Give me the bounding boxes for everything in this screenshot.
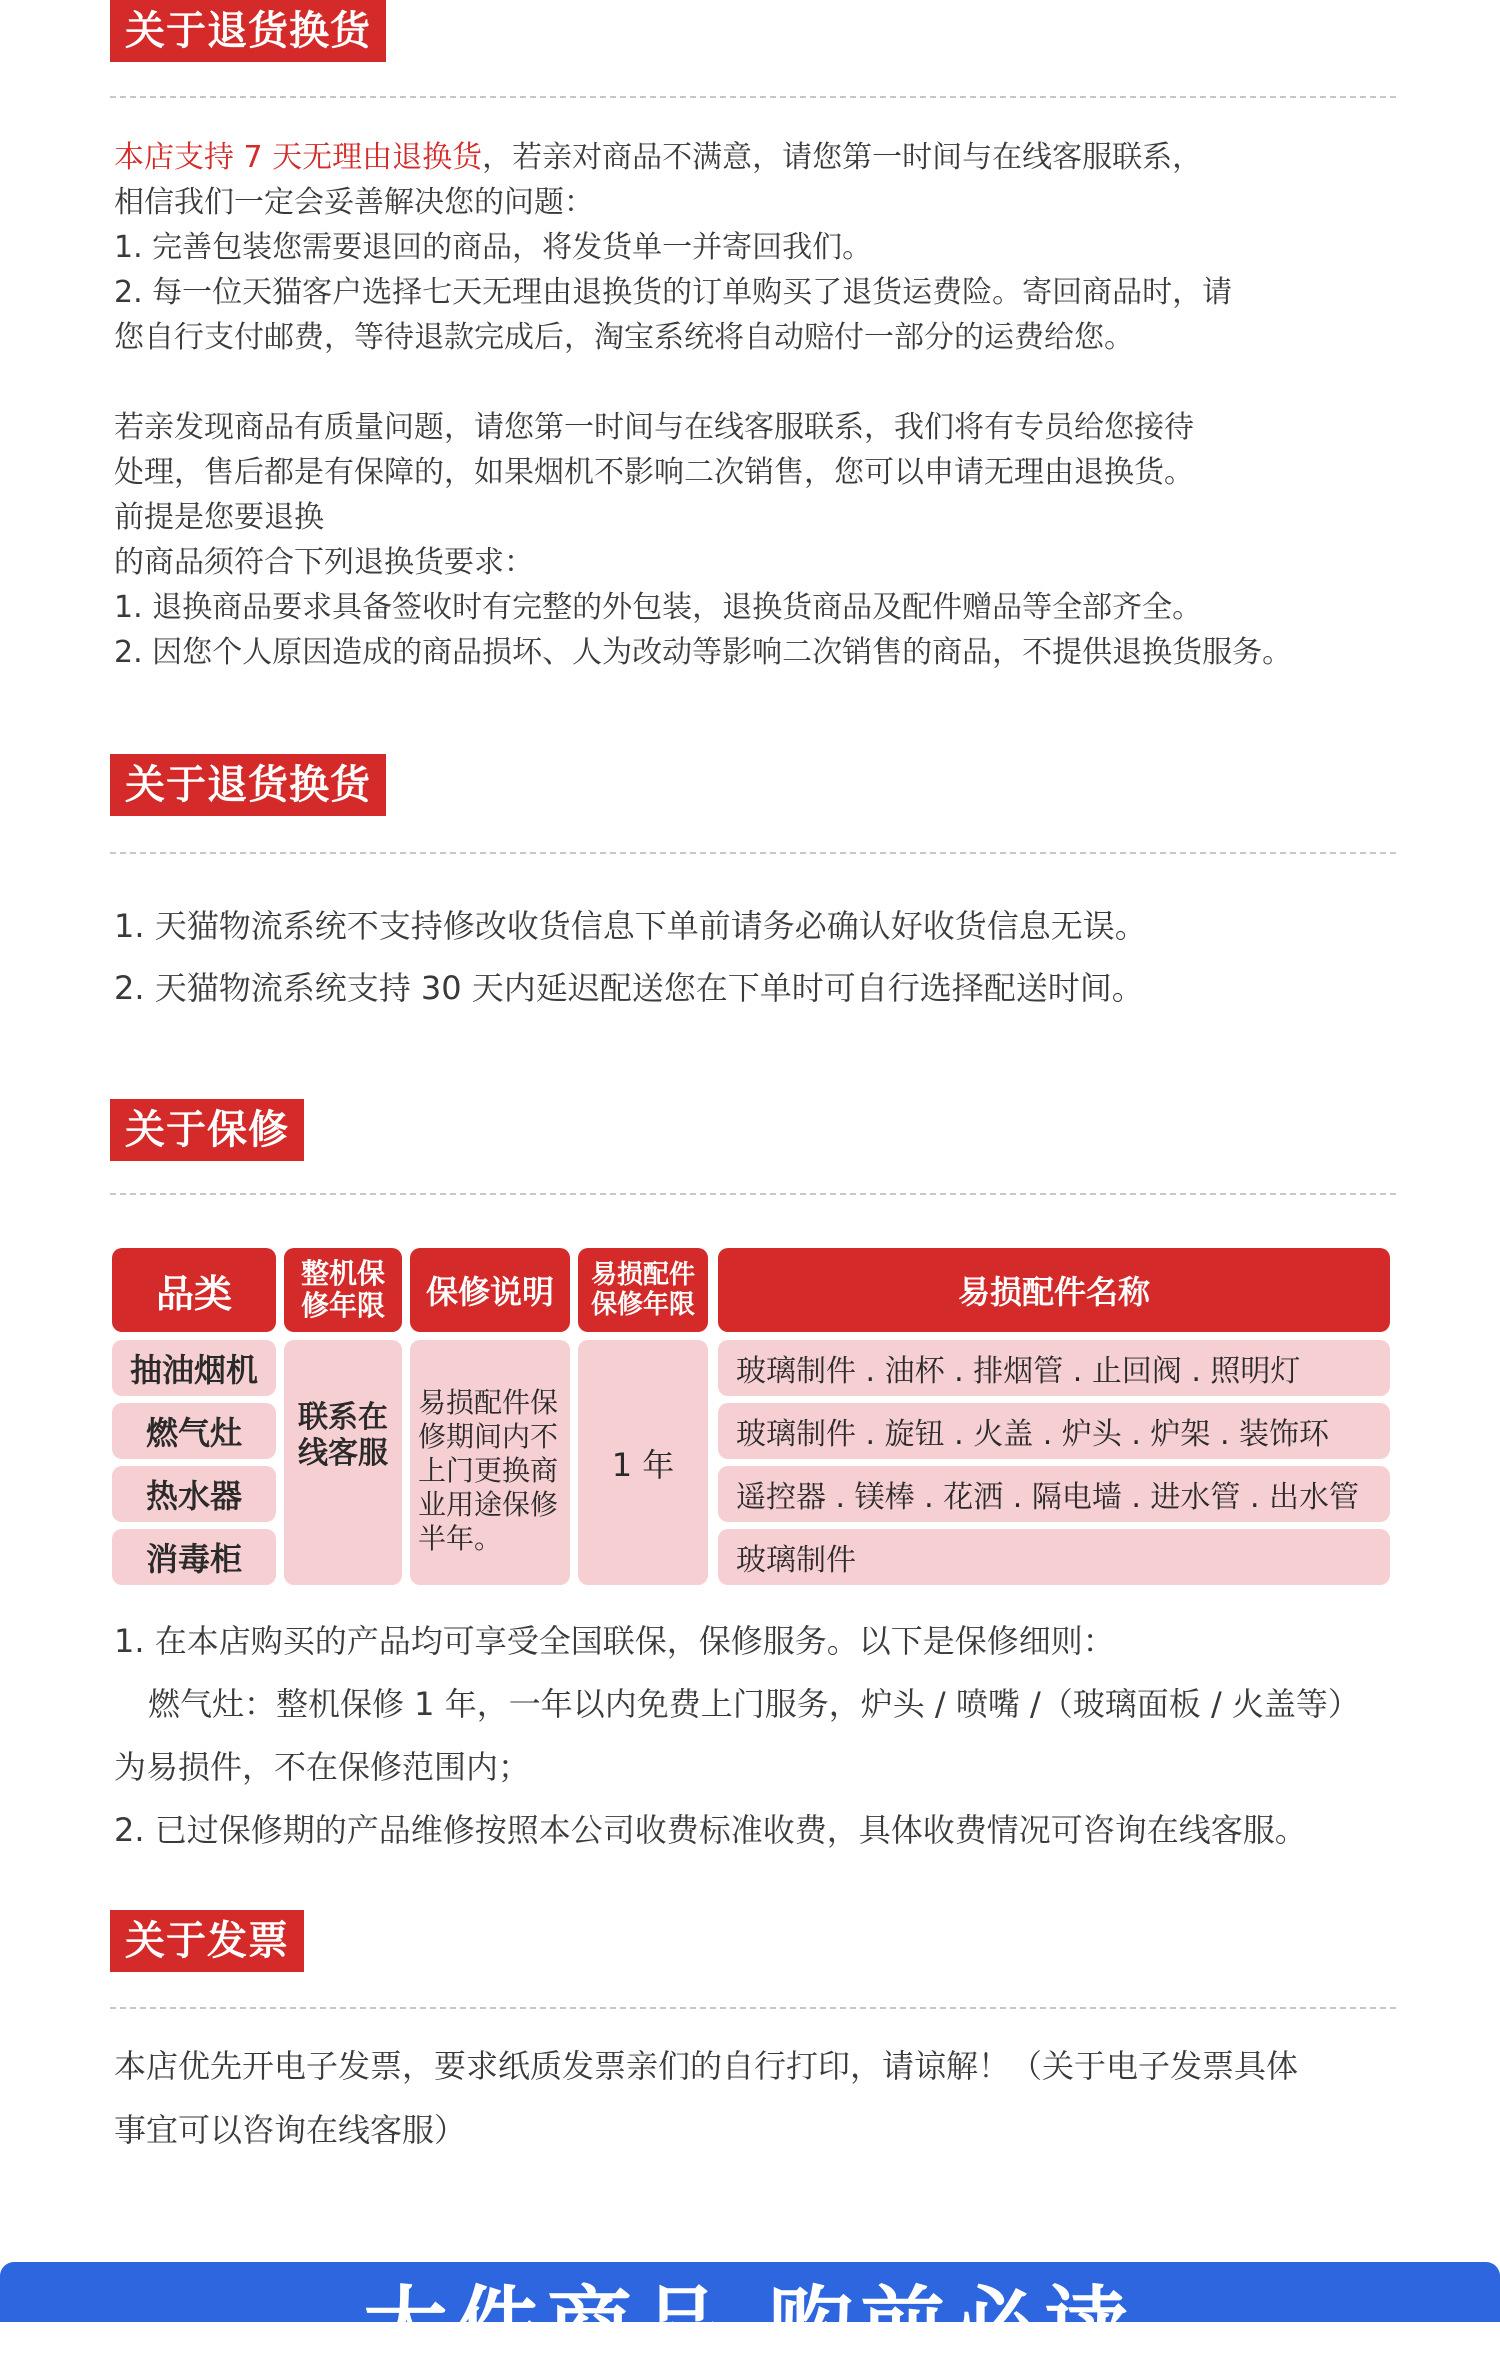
parts-cell: 遥控器 . 镁棒 . 花洒 . 隔电墙 . 进水管 . 出水管 [718,1466,1390,1522]
section-title-invoice: 关于发票 [110,1910,304,1972]
category-cell: 消毒柜 [112,1529,276,1585]
warranty-notes [114,1610,1414,1862]
header-warranty-note: 保修说明 [410,1248,570,1332]
returns-intro: ，若亲对商品不满意，请您第一时间与在线客服联系， [482,140,1203,175]
invoice-line: 事宜可以咨询在线客服） [114,2111,467,2149]
warranty-note-line: 为易损件，不在保修范围内； [114,1748,531,1786]
invoice-line: 本店优先开电子发票，要求纸质发票亲们的自行打印，请谅解！（关于电子发票具体 [114,2047,1299,2085]
returns-line: 2. 每一位天猫客户选择七天无理由退换货的订单购买了退货运费险。寄回商品时，请 [114,275,1233,310]
returns-line: 1. 完善包装您需要退回的商品，将发货单一并寄回我们。 [114,230,873,265]
quality-line: 1. 退换商品要求具备签收时有完整的外包装，退换货商品及配件赠品等全部齐全。 [114,590,1203,625]
header-parts-warranty: 易损配件保修年限 [578,1248,708,1332]
returns-policy-text [114,135,1414,675]
returns-line: 您自行支付邮费，等待退款完成后，淘宝系统将自动赔付一部分的运费给您。 [114,320,1134,355]
bottom-banner-text: 大件商品 购前必读 [363,2277,1137,2375]
divider [110,852,1396,854]
section-title-warranty: 关于保修 [110,1099,304,1161]
quality-line: 前提是您要退换 [114,500,324,535]
logistics-line: 1. 天猫物流系统不支持修改收货信息下单前请务必确认好收货信息无误。 [114,907,1147,945]
header-parts-names: 易损配件名称 [718,1248,1390,1332]
logistics-line: 2. 天猫物流系统支持 30 天内延迟配送您在下单时可自行选择配送时间。 [114,969,1144,1007]
warranty-note-cell: 易损配件保修期间内不上门更换商业用途保修半年。 [410,1340,570,1585]
header-category: 品类 [112,1248,276,1332]
warranty-note-line: 燃气灶：整机保修 1 年，一年以内免费上门服务，炉头 / 喷嘴 /（玻璃面板 / 火盖等） [148,1685,1360,1723]
divider [110,1193,1396,1195]
warranty-note-line: 2. 已过保修期的产品维修按照本公司收费标准收费，具体收费情况可咨询在线客服。 [114,1811,1307,1849]
quality-line: 的商品须符合下列退换货要求： [114,545,534,580]
logistics-text [114,895,1414,1019]
category-cell: 热水器 [112,1466,276,1522]
bottom-banner [0,2262,1500,2375]
returns-line: 相信我们一定会妥善解决您的问题： [114,185,594,220]
quality-line: 若亲发现商品有质量问题，请您第一时间与在线客服联系，我们将有专员给您接待 [114,410,1194,445]
header-machine-warranty: 整机保修年限 [284,1248,402,1332]
parts-warranty-cell: 1 年 [578,1340,708,1585]
quality-line: 处理，售后都是有保障的，如果烟机不影响二次销售，您可以申请无理由退换货。 [114,455,1194,490]
machine-warranty-cell: 联系在线客服 [284,1340,402,1585]
section-title-logistics: 关于退货换货 [110,754,386,816]
warranty-note-line: 1. 在本店购买的产品均可享受全国联保，保修服务。以下是保修细则： [114,1622,1115,1660]
parts-cell: 玻璃制件 . 旋钮 . 火盖 . 炉头 . 炉架 . 装饰环 [718,1403,1390,1459]
category-cell: 燃气灶 [112,1403,276,1459]
section-title-returns: 关于退货换货 [110,0,386,62]
divider [110,2007,1396,2009]
category-cell: 抽油烟机 [112,1340,276,1396]
parts-cell: 玻璃制件 [718,1529,1390,1585]
quality-line: 2. 因您个人原因造成的商品损坏、人为改动等影响二次销售的商品，不提供退换货服务。 [114,635,1293,670]
warranty-table [112,1248,1390,1588]
divider [110,96,1396,98]
invoice-text [114,2034,1414,2162]
parts-cell: 玻璃制件 . 油杯 . 排烟管 . 止回阀 . 照明灯 [718,1340,1390,1396]
seven-day-highlight: 本店支持 7 天无理由退换货 [114,140,483,175]
